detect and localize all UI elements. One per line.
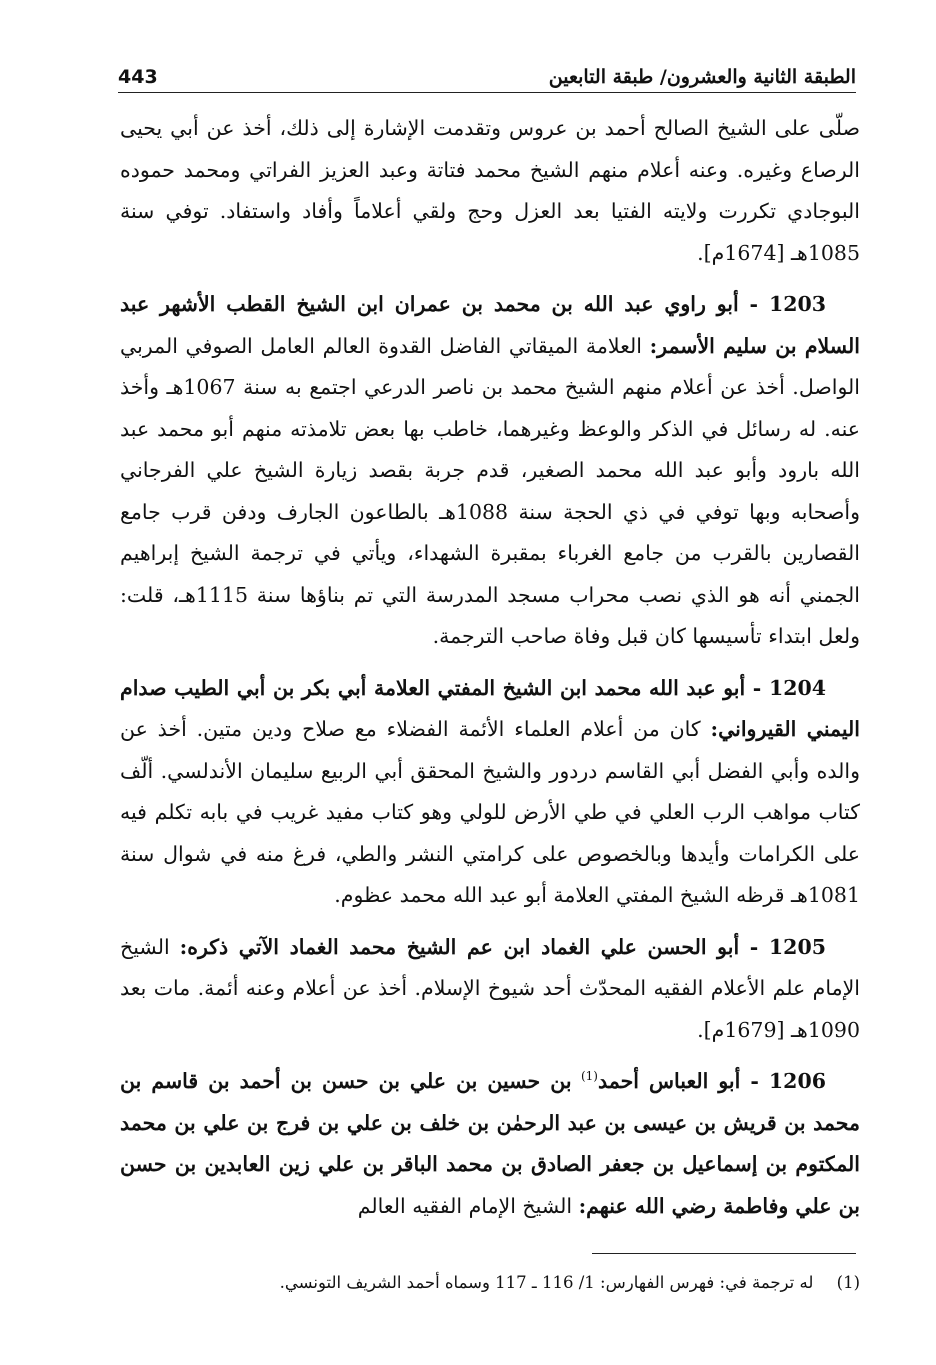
entry-heading: 1204 - أبو عبد الله محمد ابن الشيخ المفتي العلامة أبي بكر بن أبي الطيب صدام اليمني القيرواني: (120, 675, 860, 741)
entry-lineage: بن حسين بن علي بن حسن بن أحمد بن قاسم بن محمد بن قريش بن عيسى بن عبد الرحمٰن بن خلف بن علي بن فرج بن علي بن محمد المكتوم بن إسماعيل بن جعفر الصادق بن محمد الباقر بن علي زين العابدين بن حسن بن علي وفاطمة رضي الله عنهم: (120, 1069, 860, 1218)
entry-1205 (120, 927, 860, 1052)
entry-text: كان من أعلام العلماء الأئمة الفضلاء مع صلاح ودين متين. أخذ عن والده وأبي الفضل أبي القاسم دردور والشيخ المحقق أبي الربيع سليمان الأندلسي. ألّف كتاب مواهب الرب العلي في طي الأرض للولي وهو كتاب مفيد غريب في بابه تكلم فيه على الكرامات وأيدها وبالخصوص على كرامتي النشر والطي، فرغ منه في شوال سنة 1081هـ قرظه الشيخ المفتي العلامة أبو عبد الله محمد عظوم. (120, 717, 860, 907)
entry-heading: 1205 - أبو الحسن علي الغماد ابن عم الشيخ محمد الغماد الآتي ذكره: (179, 934, 826, 959)
footnote-ref[interactable]: (1) (580, 1069, 598, 1084)
entry-heading: 1203 - أبو راوي عبد الله بن محمد بن عمران ابن الشيخ القطب الأشهر عبد السلام بن سليم الأسمر: (120, 292, 860, 358)
entry-heading: 1206 - أبو العباس أحمد (597, 1069, 826, 1093)
footnote (120, 1270, 860, 1296)
entry-text: الشيخ الإمام علم الأعلام الفقيه المحدّث أحد شيوخ الإسلام. أخذ عن أعلام وعنه أئمة. مات بعد 1090هـ [1679م]. (120, 934, 860, 1042)
entry-1206 (120, 1061, 860, 1227)
footnote-text: له ترجمة في: فهرس الفهارس: 1/ 116 ـ 117 وسماه أحمد الشريف التونسي. (279, 1273, 814, 1292)
running-header (118, 62, 856, 93)
footnote-divider (592, 1253, 856, 1254)
page-number: 443 (118, 66, 158, 88)
footnote-mark: (1) (836, 1273, 860, 1292)
entry-1203 (120, 284, 860, 658)
paragraph-continuation (120, 108, 860, 274)
entry-text: العلامة الميقاتي الفاضل القدوة العالم العامل الصوفي المربي الواصل. أخذ عن أعلام منهم الشيخ محمد بن ناصر الدرعي اجتمع به سنة 1067هـ وأخذ عنه. له رسائل في الذكر والوعظ وغيرهما، خاطب بها بعض تلامذته منهم أبو محمد عبد الله بارود وأبو عبد الله محمد الصغير، قدم جربة بقصد زيارة الشيخ علي الفرجاني وأصحابه وبها توفي في ذي الحجة سنة 1088هـ بالطاعون الجارف ودفن قرب جامع القصارين بالقرب من جامع الغرباء بمقبرة الشهداء، ويأتي في ترجمة الشيخ إبراهيم الجمني أنه هو الذي نصب محراب مسجد المدرسة التي تم بناؤها سنة 1115هـ، قلت: ولعل ابتداء تأسيسها كان قبل وفاة صاحب الترجمة. (120, 333, 861, 648)
entry-1204 (120, 668, 860, 917)
page-body (120, 108, 860, 1237)
header-title: الطبقة الثانية والعشرون/ طبقة التابعين (548, 66, 856, 88)
paragraph-text: صلّى على الشيخ الصالح أحمد بن عروس وتقدمت الإشارة إلى ذلك، أخذ عن أبي يحيى الرصاع وغيره. وعنه أعلام منهم الشيخ محمد فتاتة وعبد العزيز الفراتي ومحمد حموده البوجادي تكررت ولايته الفتيا بعد العزل وحج ولقي أعلاماً وأفاد واستفاد. توفي سنة 1085هـ [1674م]. (120, 116, 860, 265)
entry-text: الشيخ الإمام الفقيه العالم (357, 1193, 573, 1218)
